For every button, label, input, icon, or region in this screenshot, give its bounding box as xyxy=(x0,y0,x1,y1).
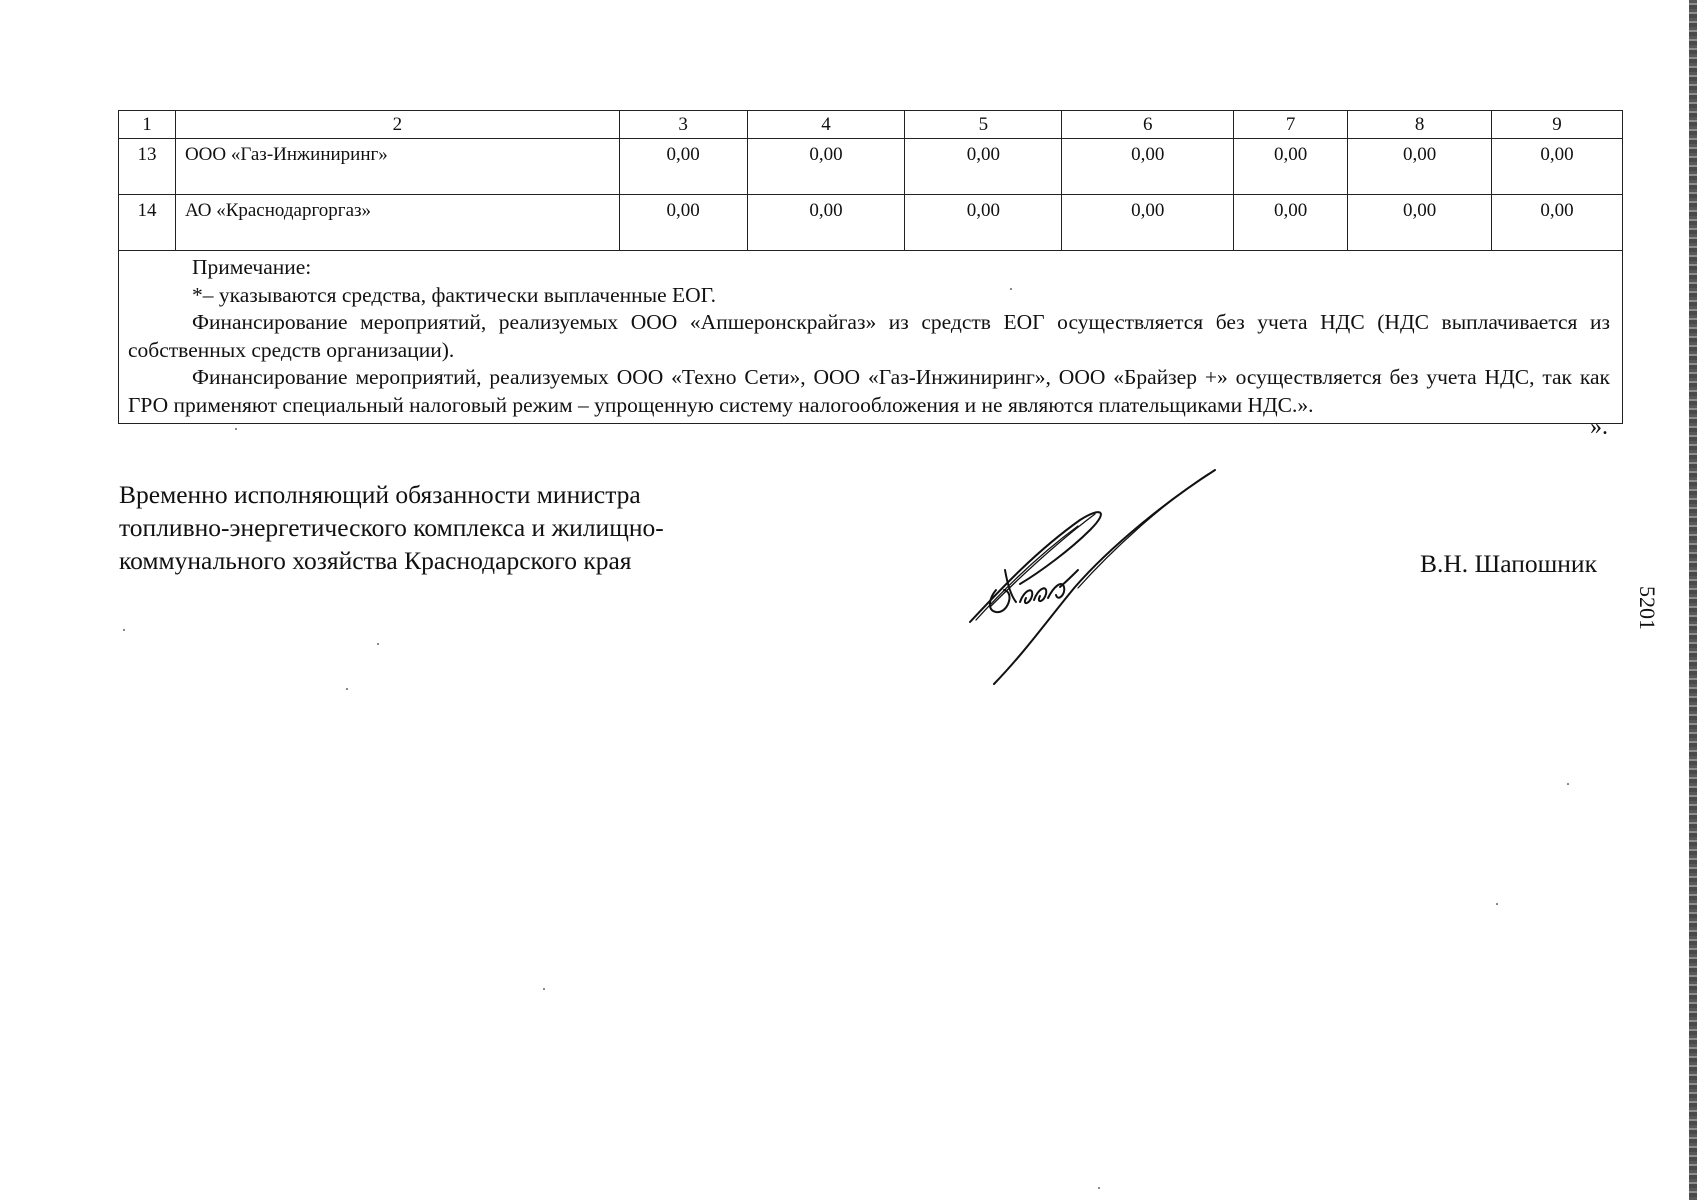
scan-speck xyxy=(377,643,379,645)
amount-cell: 0,00 xyxy=(905,139,1062,195)
scan-speck xyxy=(346,688,348,690)
signatory-title-line: топливно-энергетического комплекса и жилищно- xyxy=(119,513,664,542)
amount-cell: 0,00 xyxy=(747,139,905,195)
column-number: 6 xyxy=(1062,111,1234,139)
table-row xyxy=(119,195,1623,251)
amount-cell: 0,00 xyxy=(747,195,905,251)
column-number: 3 xyxy=(619,111,747,139)
note-cell xyxy=(119,251,1623,424)
amount-cell: 0,00 xyxy=(1492,139,1623,195)
note-paragraph: Финансирование мероприятий, реализуемых ООО «Апшеронскрайгаз» из средств ЕОГ осуществляется без учета НДС (НДС выплачивается из собственных средств организации). xyxy=(128,310,1610,362)
amount-cell: 0,00 xyxy=(1234,195,1348,251)
scan-speck xyxy=(1098,1187,1100,1189)
organization-name: АО «Краснодаргоргаз» xyxy=(175,195,619,251)
note-footnote: *– указываются средства, фактически выплаченные ЕОГ. xyxy=(192,282,717,307)
signatory-title-line: коммунального хозяйства Краснодарского края xyxy=(119,546,632,575)
table-row xyxy=(119,139,1623,195)
amount-cell: 0,00 xyxy=(1348,195,1492,251)
signatory-name: В.Н. Шапошник xyxy=(1420,549,1597,578)
column-number: 1 xyxy=(119,111,176,139)
column-number: 8 xyxy=(1348,111,1492,139)
signatory-title xyxy=(119,478,664,577)
column-number: 4 xyxy=(747,111,905,139)
scan-speck xyxy=(123,629,125,631)
column-number: 5 xyxy=(905,111,1062,139)
note-row xyxy=(119,251,1623,424)
note-paragraph: Финансирование мероприятий, реализуемых ООО «Техно Сети», ООО «Газ-Инжиниринг», ООО «Брайзер +» осуществляется без учета НДС, так как ГРО применяют специальный налоговый режим – упрощенную систему налогообложения и не являются плательщиками НДС.». xyxy=(128,365,1610,417)
amount-cell: 0,00 xyxy=(619,139,747,195)
amount-cell: 0,00 xyxy=(1062,195,1234,251)
column-number: 2 xyxy=(175,111,619,139)
column-number: 9 xyxy=(1492,111,1623,139)
scan-speck xyxy=(543,988,545,990)
signatory-title-line: Временно исполняющий обязанности министра xyxy=(119,480,641,509)
column-number: 7 xyxy=(1234,111,1348,139)
scan-speck xyxy=(1496,903,1498,905)
row-number: 14 xyxy=(119,195,176,251)
row-number: 13 xyxy=(119,139,176,195)
scan-edge-shadow xyxy=(1689,0,1697,1200)
amount-cell: 0,00 xyxy=(619,195,747,251)
handwritten-signature xyxy=(960,462,1230,692)
organization-name: ООО «Газ-Инжиниринг» xyxy=(175,139,619,195)
amount-cell: 0,00 xyxy=(1348,139,1492,195)
amount-cell: 0,00 xyxy=(1492,195,1623,251)
column-number-row xyxy=(119,111,1623,139)
funding-table xyxy=(118,110,1623,424)
scan-speck xyxy=(1010,288,1012,290)
scan-speck xyxy=(1567,783,1569,785)
scan-speck xyxy=(235,428,237,430)
page-number: 5201 xyxy=(1635,586,1660,630)
amount-cell: 0,00 xyxy=(1062,139,1234,195)
amount-cell: 0,00 xyxy=(1234,139,1348,195)
note-title: Примечание: xyxy=(192,255,312,279)
closing-quote: ». xyxy=(1590,414,1608,440)
amount-cell: 0,00 xyxy=(905,195,1062,251)
